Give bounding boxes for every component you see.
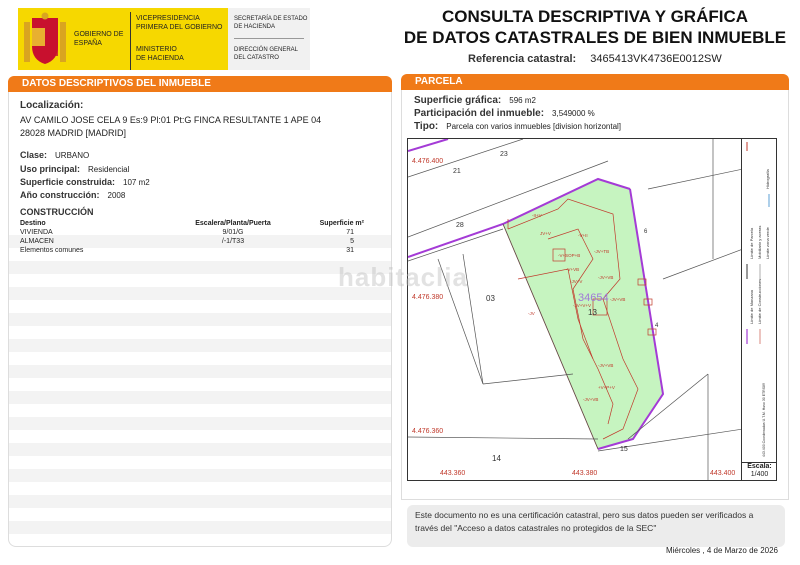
table-cell-superficie: 5 — [350, 238, 354, 245]
construccion-title: CONSTRUCCIÓN — [20, 207, 94, 217]
legend-zona-verde: Límite zona verde — [765, 227, 770, 259]
table-cell-escalera: /-1/T33 — [221, 238, 245, 245]
table-row — [18, 228, 366, 237]
coord-y-low: 4.476.360 — [412, 428, 444, 435]
svg-text:-JV+VB: -JV+VB — [598, 275, 614, 280]
table-cell-destino: Elementos comunes — [20, 247, 84, 254]
anio-row — [20, 190, 125, 200]
clase-row — [20, 150, 89, 160]
svg-text:-JV+VB: -JV+VB — [583, 397, 599, 402]
parcel-num-label: 13 — [588, 308, 597, 317]
legend-hidrografia: Hidrografía — [765, 169, 770, 189]
svg-text:-JV+TB: -JV+TB — [594, 249, 610, 254]
direccion-line2: DEL CATASTRO — [234, 55, 279, 61]
legend-mobiliario: Mobiliario y aceras — [757, 225, 762, 259]
coord-x-mid: 443.380 — [572, 470, 598, 477]
title-line1: CONSULTA DESCRIPTIVA Y GRÁFICA — [441, 7, 749, 26]
neighbor-4-label: 4 — [655, 323, 659, 329]
neighbor-14-label: 14 — [492, 454, 501, 463]
secretaria-divider — [234, 38, 304, 39]
vice-line1: VICEPRESIDENCIA — [136, 15, 200, 22]
participacion-row — [414, 108, 595, 119]
table-cell-destino: VIVIENDA — [20, 229, 53, 236]
vice-line2: PRIMERA DEL GOBIERNO — [136, 24, 223, 31]
table-header-row — [18, 219, 366, 228]
uso-row — [20, 164, 129, 174]
cadastral-map[interactable] — [407, 138, 742, 481]
left-panel — [8, 92, 392, 547]
svg-text:-JV+V+V: -JV+V+V — [573, 303, 592, 308]
coord-x-left: 443.360 — [440, 470, 466, 477]
disclaimer-notice: Este documento no es una certificación catastral, pero sus datos pueden ser verificados a través del "Acceso a datos catastrales no protegidos de la SEC" — [407, 505, 785, 547]
table-header-destino: Destino — [20, 220, 46, 227]
uso-value: Residencial — [88, 165, 130, 174]
localizacion-line1: AV CAMILO JOSE CELA 9 Es:9 Pl:01 Pt:G FINCA RESULTANTE 1 APE 04 — [20, 115, 322, 125]
svg-text:-JV+V: -JV+V — [570, 279, 583, 284]
svg-text:-V+VB: -V+VB — [566, 267, 580, 272]
direccion-line1: DIRECCIÓN GENERAL — [234, 47, 299, 53]
ministry-line1: MINISTERIO — [136, 46, 177, 53]
localizacion-line2: 28028 MADRID [MADRID] — [20, 128, 127, 138]
map-svg — [408, 139, 742, 481]
parcel-ref-label: 34654 — [578, 292, 609, 304]
legend-limite-construcciones: Límite de Construcciones — [757, 278, 762, 324]
table-header-escalera: Escalera/Planta/Puerta — [195, 220, 271, 227]
participacion-value: 3,549000 % — [552, 109, 595, 118]
tipo-row — [414, 121, 621, 132]
table-cell-destino: ALMACEN — [20, 238, 54, 245]
coord-x-right: 443.400 — [710, 470, 736, 477]
escala-label: Escala: — [747, 463, 772, 470]
neighbor-28-label: 28 — [456, 222, 464, 229]
uso-label: Uso principal: — [20, 164, 81, 174]
block-boundary-top — [408, 139, 448, 151]
table-row — [18, 237, 366, 246]
sup-grafica-row — [414, 95, 536, 106]
coord-y-top: 4.476.400 — [412, 158, 444, 165]
legend-limite-manzana: Límite de Manzana — [749, 289, 754, 324]
section-bar-parcela: PARCELA — [401, 74, 789, 90]
svg-text:-JV+VB: -JV+VB — [598, 363, 614, 368]
clase-value: URBANO — [55, 151, 90, 160]
neighbor-15-label: 15 — [620, 446, 628, 453]
neighbor-03-label: 03 — [486, 294, 495, 303]
svg-text:-JV+VB: -JV+VB — [610, 297, 626, 302]
clase-label: Clase: — [20, 150, 48, 160]
tipo-value: Parcela con varios inmuebles [division horizontal] — [446, 122, 622, 131]
svg-text:-V+II: -V+II — [578, 233, 588, 238]
table-row — [18, 246, 366, 255]
neighbor-23-label: 23 — [500, 151, 508, 158]
tipo-label: Tipo: — [414, 121, 439, 132]
section-bar-datos: DATOS DESCRIPTIVOS DEL INMUEBLE — [8, 76, 392, 92]
svg-text:-JV: -JV — [528, 311, 535, 316]
anio-label: Año construcción: — [20, 190, 100, 200]
neighbor-6-label: 6 — [644, 229, 648, 235]
table-header-superficie: Superficie m² — [319, 220, 364, 227]
secretaria-line2: DE HACIENDA — [234, 24, 276, 30]
table-cell-escalera — [168, 246, 298, 255]
svg-text:-V+SOP+B: -V+SOP+B — [558, 253, 581, 258]
legend-coordenadas: 443.400 Coordenadas U.T.M. Huso 30 ETRS89 — [762, 383, 766, 457]
map-scale — [742, 462, 777, 481]
refcat — [468, 53, 722, 65]
page-title — [400, 6, 790, 48]
gov-name: GOBIERNO DE ESPAÑA — [74, 31, 124, 47]
legend-svg — [742, 139, 777, 463]
table-cell-superficie: 31 — [346, 247, 354, 254]
legend-limite-parcela: Límite de Parcela — [749, 227, 754, 259]
document-date: Miércoles , 4 de Marzo de 2026 — [665, 546, 778, 555]
sup-grafica-value: 596 m2 — [509, 96, 536, 105]
localizacion-label: Localización: — [20, 100, 84, 111]
coat-of-arms-icon — [22, 12, 68, 68]
parcel-polygon[interactable] — [503, 179, 663, 449]
neighbor-21-label: 21 — [453, 168, 461, 175]
coord-y-mid: 4.476.380 — [412, 294, 444, 301]
superficie-row — [20, 177, 150, 187]
escala-value: 1/400 — [750, 471, 769, 478]
secretaria-line1: SECRETARÍA DE ESTADO — [234, 16, 308, 22]
svg-text:JV+V: JV+V — [540, 231, 551, 236]
map-legend — [742, 138, 777, 481]
table-cell-escalera: 9/01/G — [222, 229, 244, 236]
refcat-value: 3465413VK4736E0012SW — [590, 53, 722, 65]
table-cell-superficie: 71 — [346, 229, 354, 236]
svg-text:+V+P+V: +V+P+V — [598, 385, 615, 390]
construccion-table — [18, 219, 366, 255]
svg-text:-II+V: -II+V — [532, 213, 542, 218]
participacion-label: Participación del inmueble: — [414, 108, 545, 119]
ministry-line2: DE HACIENDA — [136, 55, 184, 62]
title-line2: DE DATOS CATASTRALES DE BIEN INMUEBLE — [403, 28, 787, 47]
watermark: habitaclia — [338, 262, 468, 292]
anio-value: 2008 — [107, 191, 126, 200]
superficie-value: 107 m2 — [123, 178, 150, 187]
superficie-label: Superficie construida: — [20, 177, 116, 187]
refcat-label: Referencia catastral: — [468, 53, 577, 65]
sup-grafica-label: Superficie gráfica: — [414, 95, 502, 106]
